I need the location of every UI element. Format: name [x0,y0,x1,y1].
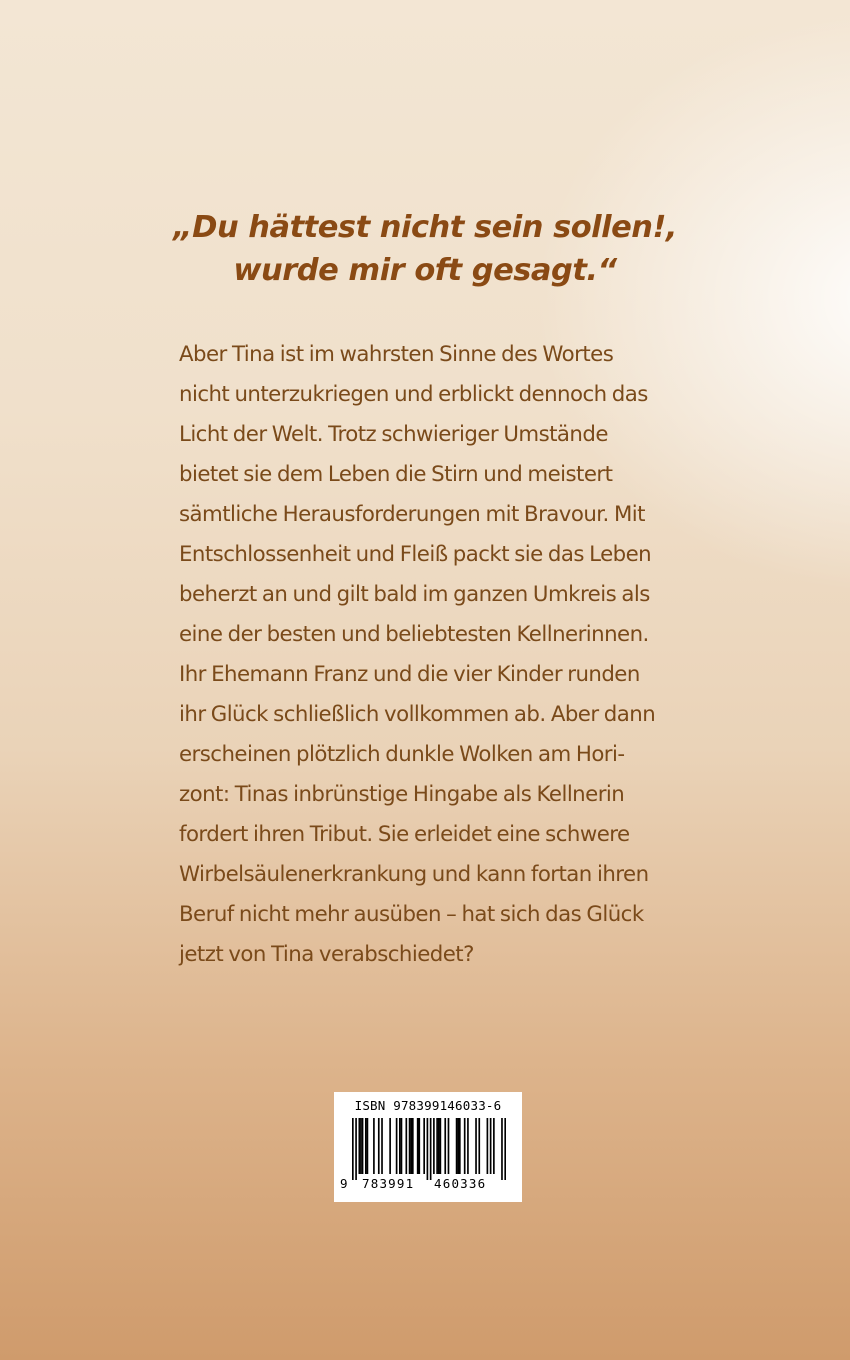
blurb-line: beherzt an und gilt bald im ganzen Umkreis als [179,582,650,607]
blurb-line: eine der besten und beliebtesten Kellnerinnen. [179,622,649,647]
barcode-bar [389,1118,391,1174]
barcode-bar [438,1118,440,1174]
barcode-bar [401,1118,403,1174]
barcode-bar [378,1118,380,1174]
blurb-line: Entschlossenheit und Fleiß packt sie das Leben [179,542,652,567]
quote-line-2: wurde mir oft gesagt.“ [233,253,617,288]
barcode-bar [430,1118,432,1180]
blurb-line: nicht unterzukriegen und erblickt dennoch das [179,382,648,407]
barcode-bar [381,1118,383,1174]
barcode-bar [423,1118,425,1174]
barcode-bar [440,1118,442,1174]
barcode-bar [464,1118,466,1174]
barcode-bar [459,1118,461,1174]
barcode-bar [352,1118,354,1180]
barcode-bar [412,1118,414,1174]
blurb-line: Ihr Ehemann Franz und die vier Kinder runden [179,662,640,687]
barcode-bar [410,1118,412,1174]
blurb-line: Wirbelsäulenerkrankung und kann fortan ihren [179,862,649,887]
barcode-bar [478,1118,480,1174]
barcode-bar [417,1118,419,1174]
blurb-line: bietet sie dem Leben die Stirn und meistert [179,462,613,487]
barcode-bar [396,1118,398,1174]
blurb-line: zont: Tinas inbrünstige Hingabe als Kellnerin [179,782,625,807]
barcode-bar [373,1118,375,1174]
barcode-bar [501,1118,503,1180]
blurb-line: fordert ihren Tribut. Sie erleidet eine schwere [179,822,630,847]
ean-digit-first: 9 [340,1176,348,1191]
blurb-line: Beruf nicht mehr ausüben – hat sich das Glück [179,902,644,927]
blurb-line: ihr Glück schließlich vollkommen ab. Aber dann [179,702,656,727]
blurb-line: Licht der Welt. Trotz schwieriger Umstände [179,422,608,447]
blurb-line: erscheinen plötzlich dunkle Wolken am Hori- [179,742,625,767]
barcode-bar [448,1118,450,1174]
barcode-bar [427,1118,429,1180]
ean-digits-left: 783991 [362,1176,415,1191]
barcode-bars [352,1118,506,1180]
isbn-barcode [334,1092,522,1202]
barcode-bar [457,1118,459,1174]
cover-quote [0,206,850,292]
barcode-bar [504,1118,506,1180]
barcode-bar [433,1118,435,1174]
barcode-bar [365,1118,367,1174]
barcode-bar [360,1118,362,1174]
quote-line-1: „Du hättest nicht sein sollen!, [173,210,677,245]
barcode-bar [487,1118,489,1174]
barcode-bar [367,1118,369,1174]
isbn-label: ISBN 978399146033-6 [354,1098,502,1113]
barcode-bar [436,1118,438,1174]
barcode-bar [358,1118,360,1174]
barcode-bar [399,1118,401,1174]
blurb-text [179,335,679,975]
blurb-line: sämtliche Herausforderungen mit Bravour. Mit [179,502,645,527]
barcode-bar [355,1118,357,1180]
blurb-line: Aber Tina ist im wahrsten Sinne des Wortes [179,342,614,367]
barcode-bar [405,1118,407,1174]
barcode-bar [418,1118,420,1174]
barcode-bar [456,1118,458,1174]
ean-digits-right: 460336 [434,1176,487,1191]
barcode-bar [362,1118,364,1174]
barcode-bar [493,1118,495,1174]
barcode-bar [475,1118,477,1174]
blurb-line: jetzt von Tina verabschiedet? [179,942,474,967]
barcode-bar [467,1118,469,1174]
barcode-bar [444,1118,446,1174]
barcode-bar [490,1118,492,1174]
barcode-bar [409,1118,411,1174]
